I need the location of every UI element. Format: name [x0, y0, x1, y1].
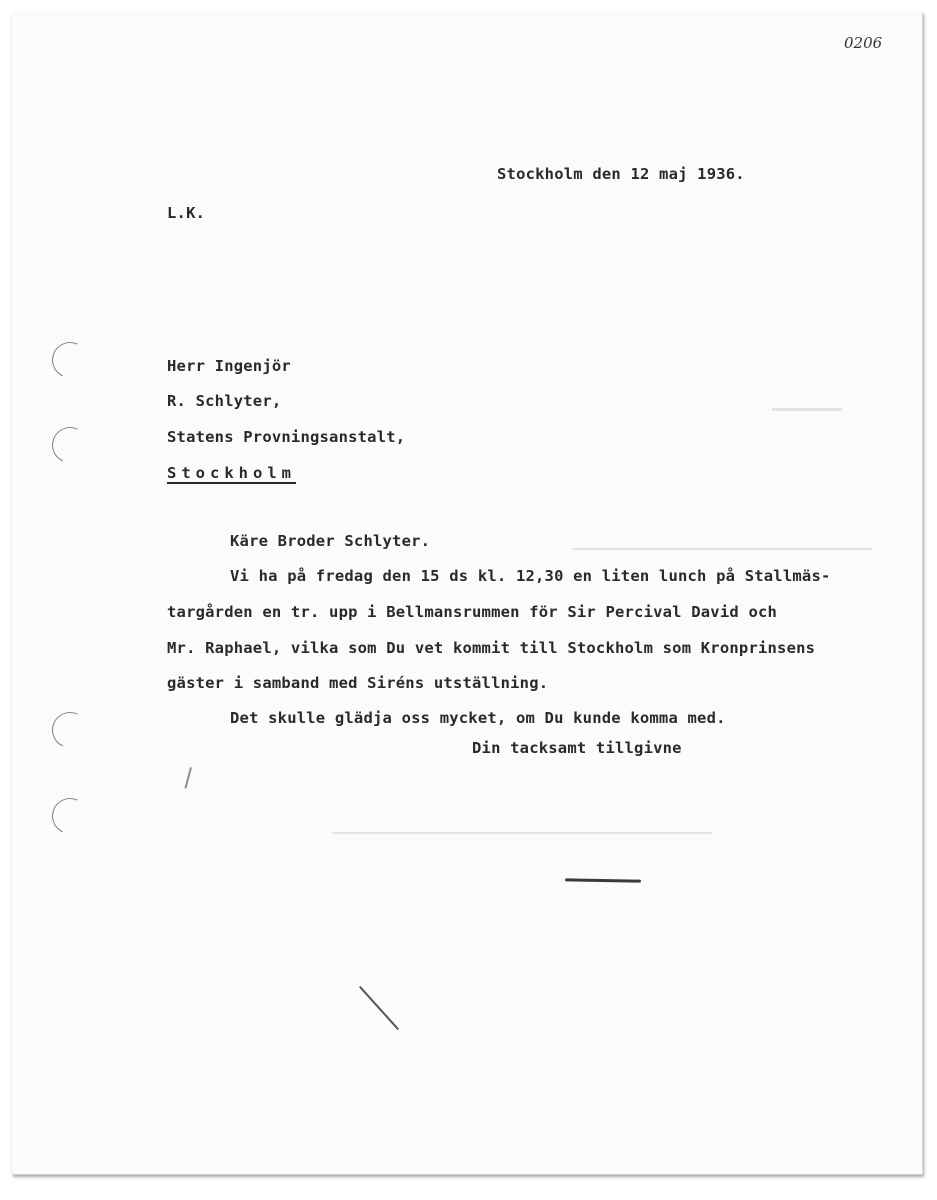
body-line-4: gäster i samband med Siréns utställning.: [167, 674, 549, 692]
body-line-3: Mr. Raphael, vilka som Du vet kommit till Stockholm som Kronprinsens: [167, 639, 816, 657]
show-through-mark: [572, 548, 872, 550]
show-through-mark: [332, 832, 712, 834]
salutation: Käre Broder Schlyter.: [230, 532, 431, 550]
pen-stroke: [184, 767, 191, 789]
punch-hole-1: [47, 337, 93, 383]
signature-dash: [565, 878, 641, 882]
punch-hole-4: [47, 793, 93, 839]
recipient-institution: Statens Provningsanstalt,: [167, 428, 406, 446]
recipient-title: Herr Ingenjör: [167, 357, 291, 375]
body-line-1: Vi ha på fredag den 15 ds kl. 12,30 en liten lunch på Stallmäs-: [230, 567, 831, 585]
recipient-city: Stockholm: [167, 464, 296, 482]
reference-initials: L.K.: [167, 204, 206, 222]
closing: Din tacksamt tillgivne: [472, 739, 682, 757]
pen-stroke: [359, 986, 399, 1030]
archive-number: 0206: [844, 34, 883, 52]
letter-page: [12, 12, 923, 1175]
punch-hole-2: [47, 422, 93, 468]
show-through-mark: [772, 408, 842, 411]
place-and-date: Stockholm den 12 maj 1936.: [497, 165, 745, 183]
body-line-2: targården en tr. upp i Bellmansrummen för Sir Percival David och: [167, 603, 778, 621]
recipient-name: R. Schlyter,: [167, 392, 282, 410]
body-line-5: Det skulle glädja oss mycket, om Du kunde komma med.: [230, 709, 726, 727]
punch-hole-3: [47, 707, 93, 753]
